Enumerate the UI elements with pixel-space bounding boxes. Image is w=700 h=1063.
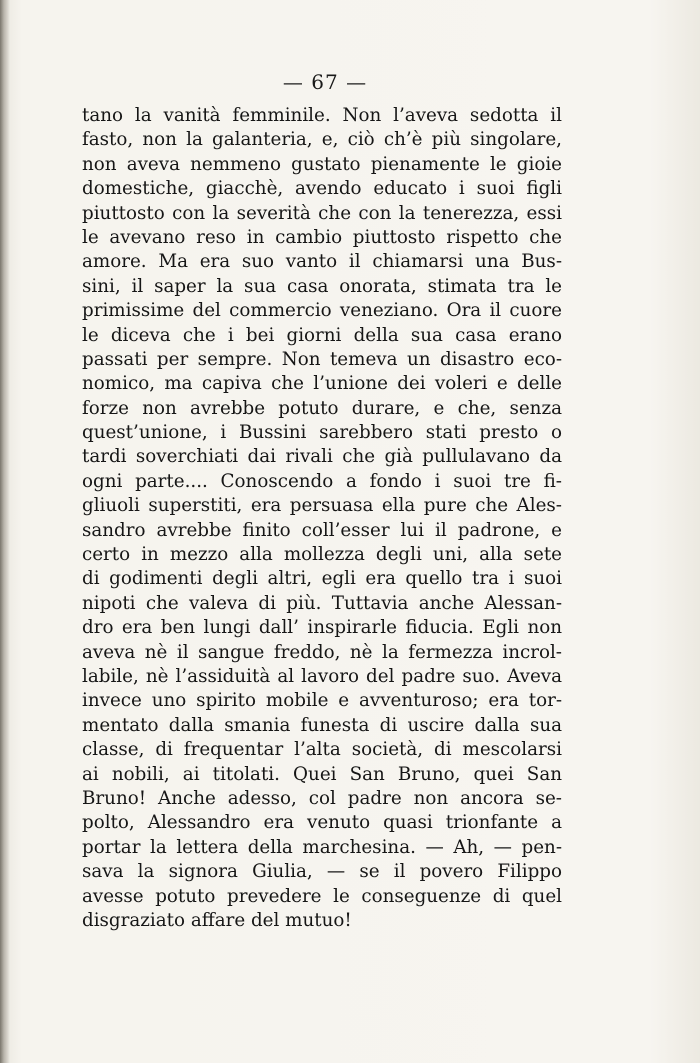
text-line: fasto, non la galanteria, e, ciò ch’è più singolare, — [82, 129, 562, 151]
text-line: mentato dalla smania funesta di uscire dalla sua — [82, 714, 562, 736]
text-line: labile, nè l’assiduità al lavoro del padre suo. Aveva — [82, 665, 562, 687]
text-line: sava la signora Giulia, — se il povero Filippo — [82, 861, 562, 883]
text-line: quest’unione, i Bussini sarebbero stati presto o — [82, 422, 562, 444]
text-line: nipoti che valeva di più. Tuttavia anche Alessan- — [82, 592, 562, 614]
text-line: di godimenti degli altri, egli era quello tra i suoi — [82, 568, 562, 590]
text-line: amore. Ma era suo vanto il chiamarsi una Bus- — [82, 251, 562, 273]
text-line: domestiche, giacchè, avendo educato i suoi figli — [82, 178, 562, 200]
text-line: tardi soverchiati dai rivali che già pullulavano da — [82, 446, 562, 468]
text-line: ai nobili, ai titolati. Quei San Bruno, quei San — [82, 763, 562, 785]
text-line: Bruno! Anche adesso, col padre non ancora se- — [82, 787, 562, 809]
text-line: le diceva che i bei giorni della sua casa erano — [82, 324, 562, 346]
text-line: non aveva nemmeno gustato pienamente le gioie — [82, 153, 562, 175]
body-text — [82, 104, 562, 933]
text-line: dro era ben lungi dall’ inspirarle fiducia. Egli non — [82, 617, 562, 639]
text-line: sandro avrebbe finito coll’esser lui il padrone, e — [82, 519, 562, 541]
text-line: le avevano reso in cambio piuttosto rispetto che — [82, 226, 562, 248]
text-line: tano la vanità femminile. Non l’aveva sedotta il — [82, 105, 562, 126]
text-line: forze non avrebbe potuto durare, e che, senza — [82, 397, 562, 419]
text-line: ogni parte.... Conoscendo a fondo i suoi tre fi- — [82, 470, 562, 492]
text-line: invece uno spirito mobile e avventuroso; era tor- — [82, 690, 562, 712]
text-line: portar la lettera della marchesina. — Ah, — pen- — [82, 836, 562, 858]
text-line: primissime del commercio veneziano. Ora il cuore — [82, 300, 562, 322]
text-line: sini, il saper la sua casa onorata, stimata tra le — [82, 275, 562, 297]
text-line: passati per sempre. Non temeva un disastro eco- — [82, 348, 562, 370]
text-line: polto, Alessandro era venuto quasi trionfante a — [82, 812, 562, 834]
text-line: piuttosto con la severità che con la tenerezza, essi — [82, 202, 562, 224]
text-line: avesse potuto prevedere le conseguenze di quel — [82, 885, 562, 907]
text-line: classe, di frequentar l’alta società, di mescolarsi — [82, 739, 562, 761]
text-line: certo in mezzo alla mollezza degli uni, alla sete — [82, 544, 562, 566]
text-line: aveva nè il sangue freddo, nè la fermezza incrol- — [82, 641, 562, 663]
page-number: — 67 — — [282, 70, 368, 94]
text-line: gliuoli superstiti, era persuasa ella pure che Ales- — [82, 495, 562, 517]
text-line: disgraziato affare del mutuo! — [82, 909, 352, 931]
page-gutter-shadow — [0, 0, 10, 1063]
text-line: nomico, ma capiva che l’unione dei voleri e delle — [82, 373, 562, 395]
